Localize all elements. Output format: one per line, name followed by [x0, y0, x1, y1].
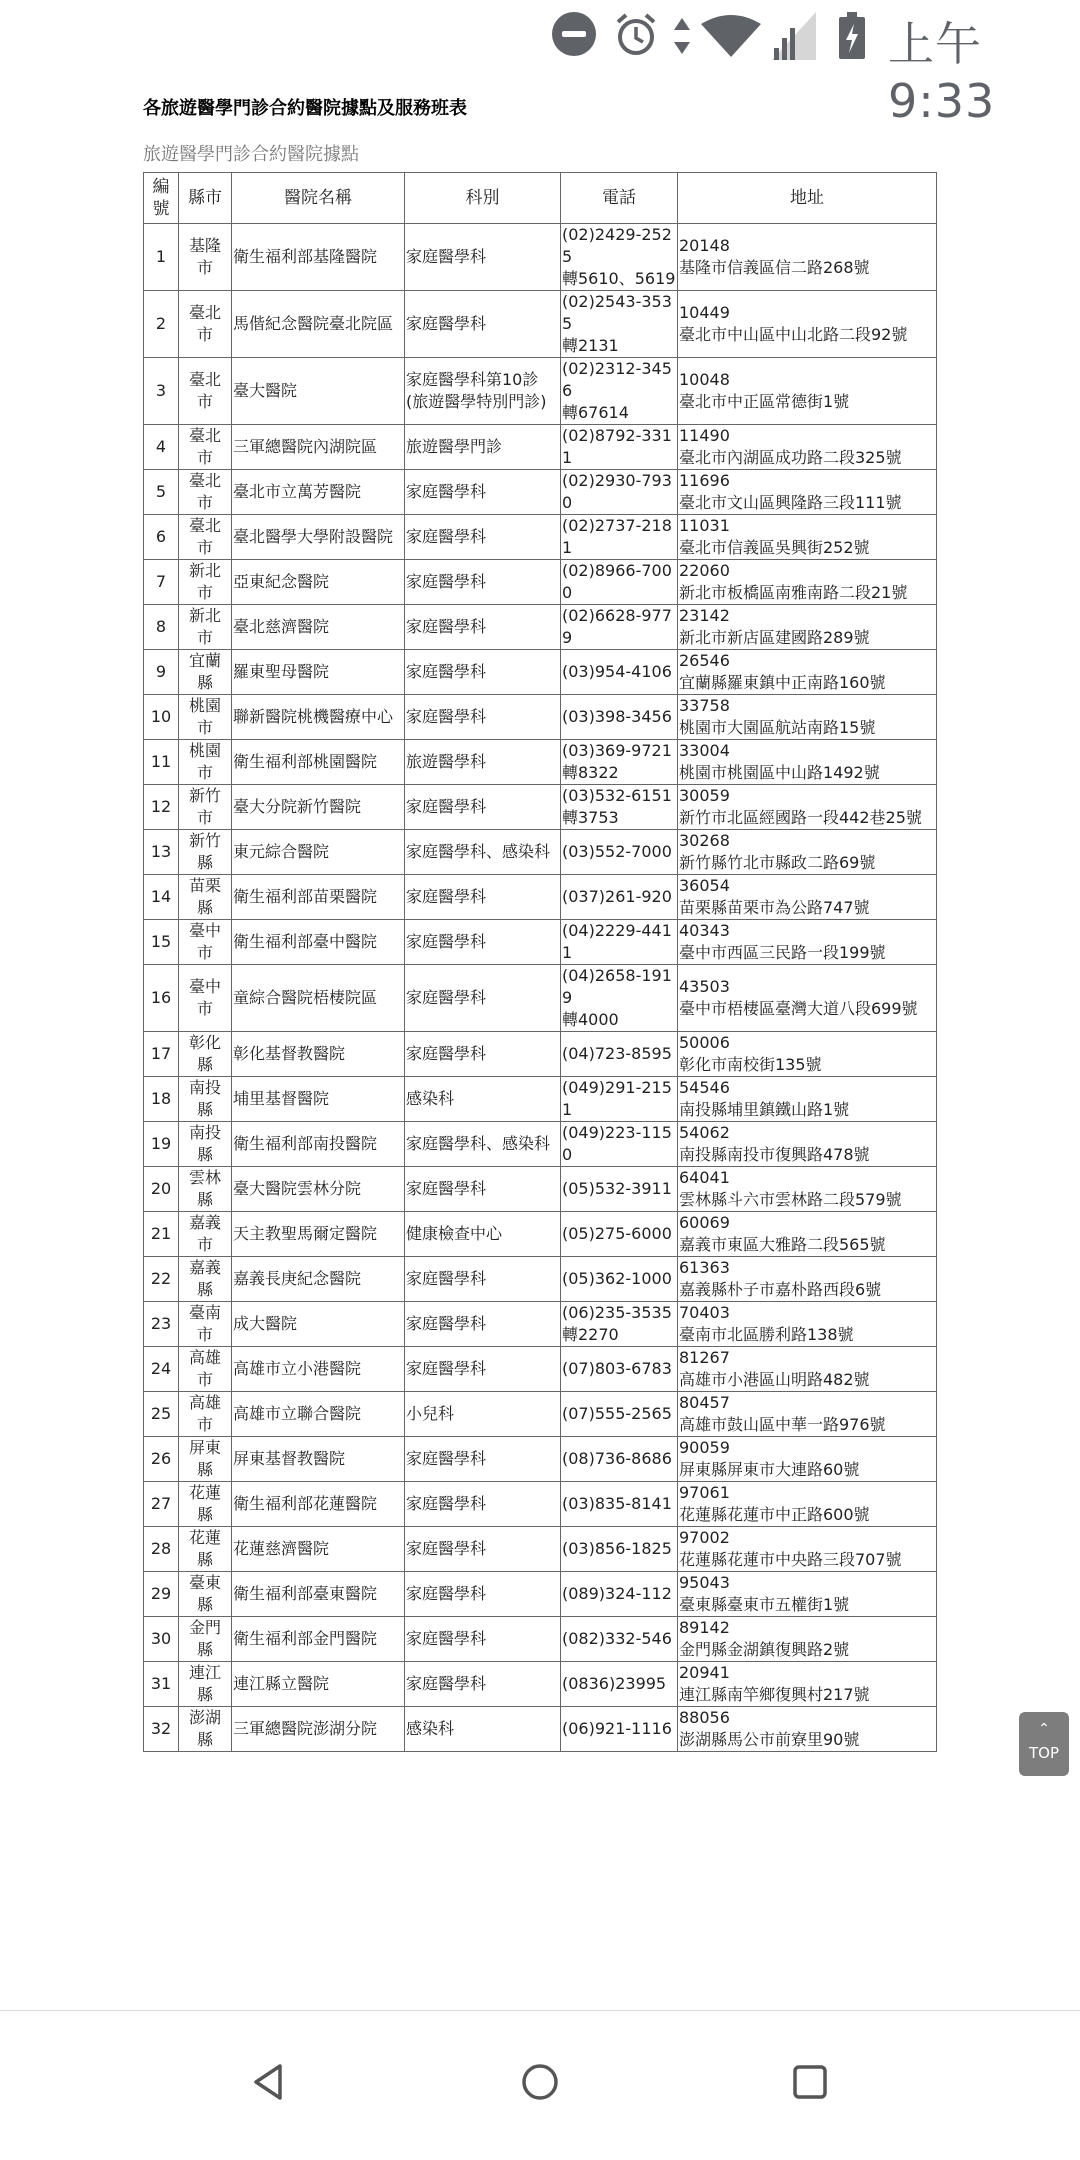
- row-hospital: 埔里基督醫院: [232, 1077, 405, 1122]
- back-icon[interactable]: [250, 2062, 290, 2102]
- row-dept: 家庭醫學科: [405, 560, 561, 605]
- row-phone: (02)8792-3311: [561, 425, 678, 470]
- table-row: [144, 358, 937, 425]
- row-address: 54546 南投縣埔里鎮鐵山路1號: [678, 1077, 937, 1122]
- row-phone: (05)532-3911: [561, 1167, 678, 1212]
- row-dept: 家庭醫學科: [405, 291, 561, 358]
- row-county: 連江縣: [179, 1662, 232, 1707]
- row-hospital: 天主教聖馬爾定醫院: [232, 1212, 405, 1257]
- row-no: 17: [144, 1032, 179, 1077]
- row-hospital: 羅東聖母醫院: [232, 650, 405, 695]
- row-address: 54062 南投縣南投市復興路478號: [678, 1122, 937, 1167]
- table-row: [144, 470, 937, 515]
- row-address: 20148 基隆市信義區信二路268號: [678, 224, 937, 291]
- row-hospital: 衛生福利部基隆醫院: [232, 224, 405, 291]
- row-phone: (02)2429-2525 轉5610、5619: [561, 224, 678, 291]
- row-no: 8: [144, 605, 179, 650]
- row-hospital: 臺大醫院雲林分院: [232, 1167, 405, 1212]
- row-county: 臺北市: [179, 515, 232, 560]
- row-dept: 家庭醫學科、感染科: [405, 1122, 561, 1167]
- table-row: [144, 1437, 937, 1482]
- table-row: [144, 1302, 937, 1347]
- table-row: [144, 1347, 937, 1392]
- row-no: 30: [144, 1617, 179, 1662]
- row-hospital: 臺大醫院: [232, 358, 405, 425]
- row-county: 南投縣: [179, 1122, 232, 1167]
- row-hospital: 亞東紀念醫院: [232, 560, 405, 605]
- row-address: 70403 臺南市北區勝利路138號: [678, 1302, 937, 1347]
- table-row: [144, 1212, 937, 1257]
- table-row: [144, 695, 937, 740]
- row-address: 30059 新竹市北區經國路一段442巷25號: [678, 785, 937, 830]
- row-no: 19: [144, 1122, 179, 1167]
- row-phone: (04)2229-4411: [561, 920, 678, 965]
- row-county: 金門縣: [179, 1617, 232, 1662]
- table-row: [144, 1122, 937, 1167]
- row-address: 61363 嘉義縣朴子市嘉朴路西段6號: [678, 1257, 937, 1302]
- row-no: 2: [144, 291, 179, 358]
- row-dept: 旅遊醫學科: [405, 740, 561, 785]
- table-row: [144, 1482, 937, 1527]
- row-hospital: 童綜合醫院梧棲院區: [232, 965, 405, 1032]
- row-dept: 家庭醫學科: [405, 965, 561, 1032]
- row-no: 21: [144, 1212, 179, 1257]
- row-phone: (07)803-6783: [561, 1347, 678, 1392]
- wifi-icon: [700, 14, 762, 58]
- row-phone: (05)275-6000: [561, 1212, 678, 1257]
- row-hospital: 臺北慈濟醫院: [232, 605, 405, 650]
- row-address: 11696 臺北市文山區興隆路三段111號: [678, 470, 937, 515]
- row-phone: (04)2658-1919 轉4000: [561, 965, 678, 1032]
- row-phone: (082)332-546: [561, 1617, 678, 1662]
- row-county: 桃園市: [179, 695, 232, 740]
- row-address: 11031 臺北市信義區吳興街252號: [678, 515, 937, 560]
- row-phone: (04)723-8595: [561, 1032, 678, 1077]
- row-no: 27: [144, 1482, 179, 1527]
- row-no: 1: [144, 224, 179, 291]
- row-no: 26: [144, 1437, 179, 1482]
- header-dept: 科別: [405, 173, 561, 224]
- row-county: 嘉義縣: [179, 1257, 232, 1302]
- row-county: 嘉義市: [179, 1212, 232, 1257]
- row-address: 33758 桃園市大園區航站南路15號: [678, 695, 937, 740]
- row-dept: 家庭醫學科第10診(旅遊醫學特別門診): [405, 358, 561, 425]
- row-dept: 家庭醫學科: [405, 515, 561, 560]
- row-phone: (08)736-8686: [561, 1437, 678, 1482]
- table-row: [144, 965, 937, 1032]
- back-to-top-label: TOP: [1028, 1744, 1059, 1762]
- row-no: 22: [144, 1257, 179, 1302]
- row-dept: 家庭醫學科: [405, 650, 561, 695]
- row-county: 南投縣: [179, 1077, 232, 1122]
- row-county: 新北市: [179, 560, 232, 605]
- header-address: 地址: [678, 173, 937, 224]
- row-county: 花蓮縣: [179, 1527, 232, 1572]
- row-county: 臺中市: [179, 965, 232, 1032]
- row-phone: (03)835-8141: [561, 1482, 678, 1527]
- table-row: [144, 830, 937, 875]
- row-hospital: 東元綜合醫院: [232, 830, 405, 875]
- row-county: 雲林縣: [179, 1167, 232, 1212]
- row-phone: (089)324-112: [561, 1572, 678, 1617]
- header-county: 縣市: [179, 173, 232, 224]
- row-hospital: 衛生福利部南投醫院: [232, 1122, 405, 1167]
- row-no: 15: [144, 920, 179, 965]
- row-county: 桃園市: [179, 740, 232, 785]
- row-phone: (03)954-4106: [561, 650, 678, 695]
- row-phone: (03)369-9721 轉8322: [561, 740, 678, 785]
- table-row: [144, 224, 937, 291]
- row-county: 屏東縣: [179, 1437, 232, 1482]
- row-dept: 家庭醫學科: [405, 1167, 561, 1212]
- row-no: 7: [144, 560, 179, 605]
- row-dept: 家庭醫學科: [405, 1347, 561, 1392]
- hospital-table: [143, 172, 937, 1752]
- row-phone: (03)552-7000: [561, 830, 678, 875]
- table-row: [144, 920, 937, 965]
- row-dept: 家庭醫學科: [405, 470, 561, 515]
- row-phone: (03)856-1825: [561, 1527, 678, 1572]
- row-phone: (02)2312-3456 轉67614: [561, 358, 678, 425]
- row-address: 11490 臺北市內湖區成功路二段325號: [678, 425, 937, 470]
- data-arrows-icon: [672, 16, 692, 56]
- row-hospital: 成大醫院: [232, 1302, 405, 1347]
- row-phone: (03)398-3456: [561, 695, 678, 740]
- row-county: 新竹市: [179, 785, 232, 830]
- row-hospital: 高雄市立小港醫院: [232, 1347, 405, 1392]
- table-row: [144, 650, 937, 695]
- row-hospital: 衛生福利部花蓮醫院: [232, 1482, 405, 1527]
- row-county: 澎湖縣: [179, 1707, 232, 1752]
- recents-icon[interactable]: [790, 2062, 830, 2102]
- row-county: 臺北市: [179, 358, 232, 425]
- header-phone: 電話: [561, 173, 678, 224]
- header-hospital: 醫院名稱: [232, 173, 405, 224]
- row-phone: (02)8966-7000: [561, 560, 678, 605]
- table-row: [144, 425, 937, 470]
- row-dept: 旅遊醫學門診: [405, 425, 561, 470]
- chevron-up-icon: ⌃: [1038, 1721, 1050, 1737]
- alarm-icon: [614, 12, 658, 58]
- row-phone: (049)223-1150: [561, 1122, 678, 1167]
- row-address: 20941 連江縣南竿鄉復興村217號: [678, 1662, 937, 1707]
- table-row: [144, 560, 937, 605]
- row-dept: 感染科: [405, 1707, 561, 1752]
- row-address: 97002 花蓮縣花蓮市中央路三段707號: [678, 1527, 937, 1572]
- row-address: 43503 臺中市梧棲區臺灣大道八段699號: [678, 965, 937, 1032]
- row-hospital: 馬偕紀念醫院臺北院區: [232, 291, 405, 358]
- row-hospital: 臺北市立萬芳醫院: [232, 470, 405, 515]
- row-no: 13: [144, 830, 179, 875]
- row-no: 25: [144, 1392, 179, 1437]
- row-hospital: 三軍總醫院澎湖分院: [232, 1707, 405, 1752]
- row-county: 基隆市: [179, 224, 232, 291]
- battery-icon: [838, 12, 866, 60]
- row-no: 29: [144, 1572, 179, 1617]
- row-hospital: 花蓮慈濟醫院: [232, 1527, 405, 1572]
- row-phone: (02)2543-3535 轉2131: [561, 291, 678, 358]
- signal-icon: [772, 12, 816, 60]
- row-dept: 家庭醫學科: [405, 1302, 561, 1347]
- row-county: 高雄市: [179, 1347, 232, 1392]
- section-title: 旅遊醫學門診合約醫院據點: [143, 144, 359, 165]
- row-no: 3: [144, 358, 179, 425]
- row-county: 臺東縣: [179, 1572, 232, 1617]
- page-title: 各旅遊醫學門診合約醫院據點及服務班表: [143, 98, 467, 119]
- row-no: 18: [144, 1077, 179, 1122]
- row-address: 22060 新北市板橋區南雅南路二段21號: [678, 560, 937, 605]
- row-dept: 家庭醫學科: [405, 785, 561, 830]
- row-address: 97061 花蓮縣花蓮市中正路600號: [678, 1482, 937, 1527]
- row-address: 33004 桃園市桃園區中山路1492號: [678, 740, 937, 785]
- row-no: 28: [144, 1527, 179, 1572]
- row-county: 臺南市: [179, 1302, 232, 1347]
- table-row: [144, 1527, 937, 1572]
- row-hospital: 連江縣立醫院: [232, 1662, 405, 1707]
- row-address: 23142 新北市新店區建國路289號: [678, 605, 937, 650]
- row-dept: 家庭醫學科: [405, 920, 561, 965]
- row-no: 6: [144, 515, 179, 560]
- row-dept: 家庭醫學科: [405, 1527, 561, 1572]
- row-dept: 家庭醫學科: [405, 695, 561, 740]
- table-row: [144, 1572, 937, 1617]
- row-phone: (0836)23995: [561, 1662, 678, 1707]
- row-no: 14: [144, 875, 179, 920]
- row-dept: 家庭醫學科: [405, 1572, 561, 1617]
- row-no: 31: [144, 1662, 179, 1707]
- row-county: 宜蘭縣: [179, 650, 232, 695]
- row-address: 81267 高雄市小港區山明路482號: [678, 1347, 937, 1392]
- row-no: 11: [144, 740, 179, 785]
- row-county: 臺中市: [179, 920, 232, 965]
- row-dept: 家庭醫學科: [405, 875, 561, 920]
- row-phone: (049)291-2151: [561, 1077, 678, 1122]
- row-address: 60069 嘉義市東區大雅路二段565號: [678, 1212, 937, 1257]
- row-county: 臺北市: [179, 470, 232, 515]
- row-no: 24: [144, 1347, 179, 1392]
- row-dept: 家庭醫學科: [405, 1662, 561, 1707]
- row-hospital: 聯新醫院桃機醫療中心: [232, 695, 405, 740]
- row-no: 32: [144, 1707, 179, 1752]
- table-row: [144, 291, 937, 358]
- navigation-bar: [0, 2011, 1080, 2160]
- row-county: 臺北市: [179, 425, 232, 470]
- row-phone: (037)261-920: [561, 875, 678, 920]
- table-header-row: [144, 173, 937, 224]
- row-county: 臺北市: [179, 291, 232, 358]
- row-address: 95043 臺東縣臺東市五權街1號: [678, 1572, 937, 1617]
- table-row: [144, 1167, 937, 1212]
- row-address: 10048 臺北市中正區常德街1號: [678, 358, 937, 425]
- table-row: [144, 1662, 937, 1707]
- row-county: 高雄市: [179, 1392, 232, 1437]
- row-phone: (05)362-1000: [561, 1257, 678, 1302]
- row-address: 36054 苗栗縣苗栗市為公路747號: [678, 875, 937, 920]
- row-hospital: 臺北醫學大學附設醫院: [232, 515, 405, 560]
- row-no: 16: [144, 965, 179, 1032]
- status-time: 上午9:33: [888, 17, 996, 128]
- table-row: [144, 1077, 937, 1122]
- row-county: 苗栗縣: [179, 875, 232, 920]
- row-no: 4: [144, 425, 179, 470]
- row-hospital: 三軍總醫院內湖院區: [232, 425, 405, 470]
- row-dept: 家庭醫學科: [405, 1437, 561, 1482]
- table-row: [144, 785, 937, 830]
- do-not-disturb-icon: [552, 12, 596, 56]
- table-row: [144, 1392, 937, 1437]
- row-dept: 小兒科: [405, 1392, 561, 1437]
- row-address: 90059 屏東縣屏東市大連路60號: [678, 1437, 937, 1482]
- row-address: 80457 高雄市鼓山區中華一路976號: [678, 1392, 937, 1437]
- row-phone: (02)2737-2181: [561, 515, 678, 560]
- row-hospital: 高雄市立聯合醫院: [232, 1392, 405, 1437]
- table-body: [144, 224, 937, 1752]
- home-icon[interactable]: [520, 2062, 560, 2102]
- row-phone: (02)6628-9779: [561, 605, 678, 650]
- row-dept: 家庭醫學科: [405, 1032, 561, 1077]
- row-hospital: 彰化基督教醫院: [232, 1032, 405, 1077]
- row-phone: (07)555-2565: [561, 1392, 678, 1437]
- row-phone: (03)532-6151 轉3753: [561, 785, 678, 830]
- row-county: 彰化縣: [179, 1032, 232, 1077]
- row-address: 50006 彰化市南校街135號: [678, 1032, 937, 1077]
- row-dept: 家庭醫學科、感染科: [405, 830, 561, 875]
- row-address: 88056 澎湖縣馬公市前寮里90號: [678, 1707, 937, 1752]
- table-row: [144, 1257, 937, 1302]
- row-dept: 感染科: [405, 1077, 561, 1122]
- row-hospital: 衛生福利部臺中醫院: [232, 920, 405, 965]
- row-hospital: 衛生福利部桃園醫院: [232, 740, 405, 785]
- row-address: 64041 雲林縣斗六市雲林路二段579號: [678, 1167, 937, 1212]
- table-row: [144, 1707, 937, 1752]
- row-hospital: 嘉義長庚紀念醫院: [232, 1257, 405, 1302]
- row-hospital: 屏東基督教醫院: [232, 1437, 405, 1482]
- table-row: [144, 1032, 937, 1077]
- row-dept: 家庭醫學科: [405, 1257, 561, 1302]
- row-county: 花蓮縣: [179, 1482, 232, 1527]
- row-dept: 家庭醫學科: [405, 1482, 561, 1527]
- table-row: [144, 875, 937, 920]
- row-dept: 家庭醫學科: [405, 1617, 561, 1662]
- table-row: [144, 740, 937, 785]
- row-hospital: 衛生福利部金門醫院: [232, 1617, 405, 1662]
- table-row: [144, 605, 937, 650]
- row-county: 新竹縣: [179, 830, 232, 875]
- back-to-top-button[interactable]: [1019, 1712, 1069, 1776]
- row-address: 89142 金門縣金湖鎮復興路2號: [678, 1617, 937, 1662]
- table-row: [144, 1617, 937, 1662]
- row-dept: 家庭醫學科: [405, 605, 561, 650]
- row-phone: (06)235-3535 轉2270: [561, 1302, 678, 1347]
- row-no: 10: [144, 695, 179, 740]
- row-hospital: 衛生福利部臺東醫院: [232, 1572, 405, 1617]
- row-dept: 健康檢查中心: [405, 1212, 561, 1257]
- row-hospital: 臺大分院新竹醫院: [232, 785, 405, 830]
- table-row: [144, 515, 937, 560]
- header-no: 編號: [144, 173, 179, 224]
- row-no: 9: [144, 650, 179, 695]
- row-no: 23: [144, 1302, 179, 1347]
- row-address: 30268 新竹縣竹北市縣政二路69號: [678, 830, 937, 875]
- row-hospital: 衛生福利部苗栗醫院: [232, 875, 405, 920]
- row-address: 40343 臺中市西區三民路一段199號: [678, 920, 937, 965]
- row-no: 20: [144, 1167, 179, 1212]
- row-phone: (06)921-1116: [561, 1707, 678, 1752]
- row-no: 5: [144, 470, 179, 515]
- row-address: 10449 臺北市中山區中山北路二段92號: [678, 291, 937, 358]
- row-county: 新北市: [179, 605, 232, 650]
- row-address: 26546 宜蘭縣羅東鎮中正南路160號: [678, 650, 937, 695]
- row-no: 12: [144, 785, 179, 830]
- row-phone: (02)2930-7930: [561, 470, 678, 515]
- row-dept: 家庭醫學科: [405, 224, 561, 291]
